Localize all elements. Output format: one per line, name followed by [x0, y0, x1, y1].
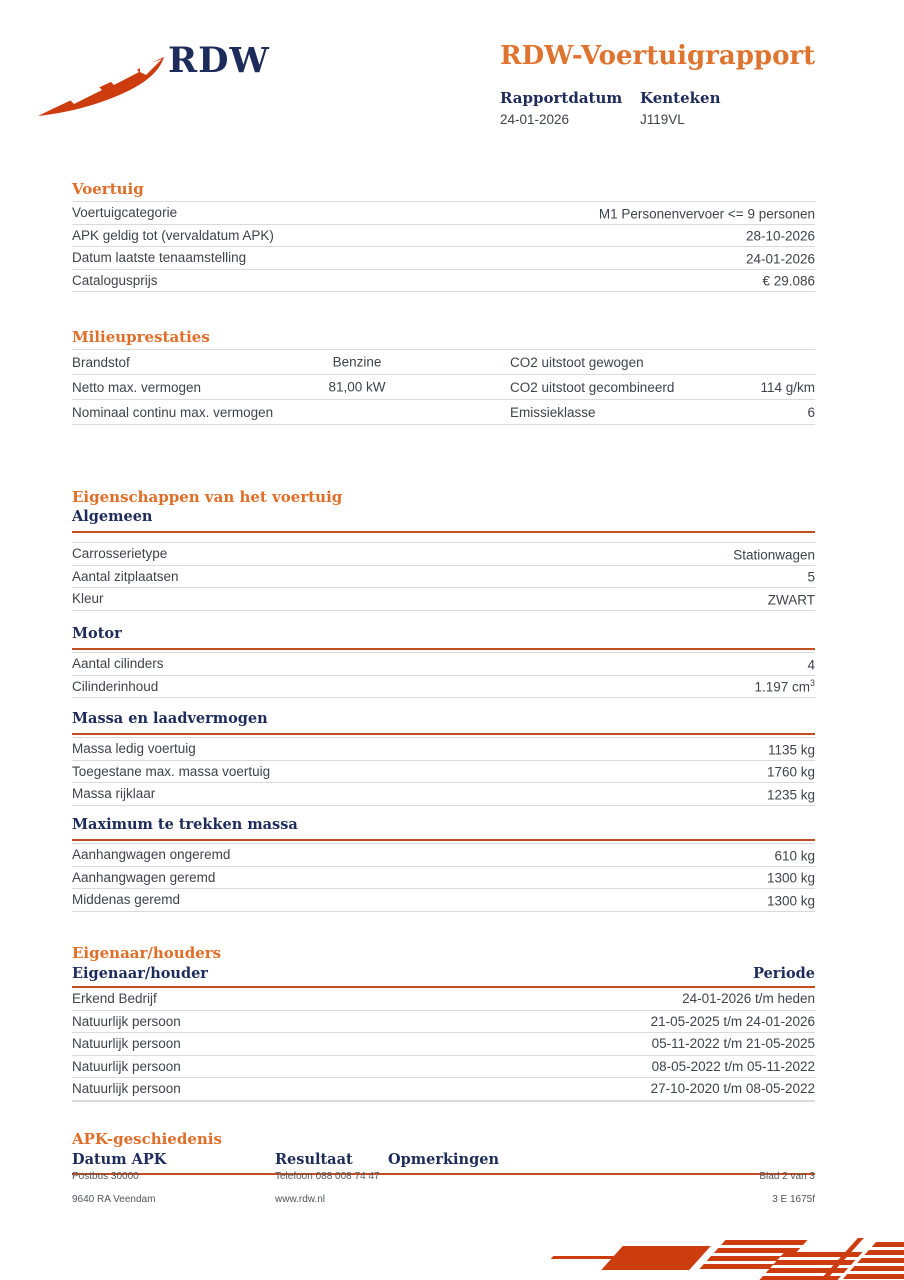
row-value [807, 656, 815, 673]
footer-line-1 [72, 1171, 815, 1182]
milieu-rows [72, 349, 815, 425]
row-label: CO2 uitstoot gecombineerd [510, 379, 675, 395]
table-row [72, 1011, 815, 1034]
subsection-heading: Massa en laadvermogen [72, 711, 815, 735]
table-row [72, 399, 815, 424]
table-row [72, 269, 815, 292]
subsection-heading: Motor [72, 626, 815, 650]
row-value-text: € 29.086 [762, 273, 815, 289]
milieu-right-cell [510, 380, 815, 395]
owner-type: Natuurlijk persoon [72, 1081, 181, 1097]
table-row [72, 782, 815, 805]
owner-type: Natuurlijk persoon [72, 1013, 181, 1029]
footer-page-indicator: Blad 2 van 3 [759, 1171, 815, 1182]
section-heading: APK-geschiedenis [72, 1130, 222, 1148]
row-label: Toegestane max. massa voertuig [72, 763, 271, 779]
row-value-text: 1760 kg [766, 764, 815, 780]
footer-website: www.rdw.nl [275, 1194, 326, 1205]
row-label: Aanhangwagen geremd [72, 869, 216, 885]
license-plate-label: Kenteken [640, 88, 721, 107]
row-label: Kleur [72, 591, 104, 607]
table-row [72, 246, 815, 269]
row-value-text: 24-01-2026 [745, 251, 815, 266]
row-label: Carrosserietype [72, 546, 168, 562]
table-row [72, 675, 815, 698]
footer-postbus: Postbus 30000 [72, 1171, 139, 1182]
rdw-wing-logo-icon [36, 54, 168, 118]
footer-city: 9640 RA Veendam [72, 1194, 156, 1205]
report-date-label: Rapportdatum [500, 88, 623, 107]
voertuig-rows [72, 201, 815, 292]
row-value [767, 786, 815, 803]
row-label: CO2 uitstoot gewogen [510, 354, 644, 370]
section-voertuig [72, 180, 815, 292]
subsection-trekken-massa [72, 817, 815, 912]
row-label: Netto max. vermogen [72, 379, 202, 395]
report-date-value: 24-01-2026 [500, 111, 570, 127]
row-value-sup: 3 [809, 678, 815, 688]
row-value-text: 1135 kg [767, 742, 815, 757]
column-header-datum-apk: Datum APK [72, 1151, 167, 1168]
motor-rows [72, 652, 815, 698]
row-label: Massa rijklaar [72, 786, 156, 802]
report-date-block [500, 89, 640, 127]
row-value: 114 g/km [760, 379, 815, 395]
owner-type: Natuurlijk persoon [72, 1036, 181, 1052]
row-value: 81,00 kW [328, 379, 386, 395]
table-row [72, 1078, 815, 1101]
row-value [733, 546, 815, 563]
row-value-text: ZWART [767, 592, 815, 607]
table-row [72, 1056, 815, 1079]
row-label: Datum laatste tenaamstelling [72, 250, 247, 266]
section-heading: Voertuig [72, 180, 144, 198]
license-plate-value: J119VL [640, 111, 685, 127]
speed-stripes-graphic [534, 1234, 904, 1280]
milieu-right-cell [510, 405, 815, 420]
row-value: 6 [807, 404, 815, 420]
algemeen-rows [72, 542, 815, 611]
row-value-text: 5 [807, 569, 815, 585]
subsection-heading: Algemeen [72, 509, 815, 533]
owner-period: 08-05-2022 t/m 05-11-2022 [651, 1058, 815, 1074]
row-value-text: 28-10-2026 [745, 228, 815, 244]
row-label: Aanhangwagen ongeremd [72, 847, 231, 863]
column-header-period: Periode [753, 965, 815, 982]
section-milieuprestaties [72, 328, 815, 425]
row-value [767, 763, 815, 780]
report-meta [500, 89, 830, 127]
subsection-algemeen [72, 509, 815, 611]
footer-phone: Telefoon 088 008 74 47 [275, 1171, 380, 1182]
table-row [72, 1033, 815, 1056]
row-value [768, 591, 815, 608]
column-header-resultaat: Resultaat [275, 1151, 353, 1168]
row-value [762, 272, 815, 289]
row-value-text: Stationwagen [733, 547, 815, 562]
row-label: Voertuigcategorie [72, 205, 178, 221]
license-plate-block [640, 89, 780, 127]
milieu-left-cell [72, 380, 510, 395]
table-row [72, 349, 815, 374]
row-label: Middenas geremd [72, 892, 181, 908]
row-label: Massa ledig voertuig [72, 741, 196, 757]
row-label: APK geldig tot (vervaldatum APK) [72, 227, 274, 243]
section-heading: Eigenschappen van het voertuig [72, 488, 343, 506]
row-value [746, 227, 815, 244]
table-row [72, 888, 815, 911]
milieu-left-cell [72, 405, 510, 420]
table-row [72, 542, 815, 565]
row-value [767, 892, 815, 909]
row-label: Nominaal continu max. vermogen [72, 404, 274, 420]
table-row [72, 224, 815, 247]
owner-period: 24-01-2026 t/m heden [682, 991, 815, 1007]
table-row [72, 374, 815, 399]
owner-period: 21-05-2025 t/m 24-01-2026 [650, 1013, 815, 1029]
row-value-text: 1.197 cm [754, 679, 810, 695]
speed-stripe [601, 1246, 711, 1270]
row-value-text: 610 kg [774, 848, 815, 863]
row-value [746, 250, 815, 267]
row-value [754, 678, 815, 695]
owners-table-header [72, 965, 815, 988]
table-row [72, 988, 815, 1011]
row-value [599, 205, 815, 222]
owner-period: 05-11-2022 t/m 21-05-2025 [651, 1036, 815, 1052]
section-eigenaren [72, 944, 815, 1102]
milieu-left-cell [72, 355, 510, 370]
row-value-text: 1235 kg [766, 787, 815, 802]
row-value: Benzine [332, 354, 382, 370]
table-row [72, 843, 815, 866]
subsection-heading: Maximum te trekken massa [72, 817, 815, 841]
row-value [807, 568, 815, 585]
row-label: Aantal zitplaatsen [72, 568, 179, 584]
row-value-text: 1300 kg [766, 893, 815, 908]
column-header-owner: Eigenaar/houder [72, 965, 208, 982]
row-value [767, 869, 815, 886]
row-value-text: 4 [807, 657, 815, 672]
owner-period: 27-10-2020 t/m 08-05-2022 [650, 1081, 815, 1097]
page-title: RDW-Voertuigrapport [500, 41, 816, 71]
subsection-motor [72, 626, 815, 698]
table-row [72, 201, 815, 224]
row-value-text: 1300 kg [766, 870, 815, 886]
row-value [768, 741, 815, 758]
column-header-opmerkingen: Opmerkingen [388, 1151, 499, 1168]
section-heading: Eigenaar/houders [72, 944, 222, 962]
report-header [500, 42, 830, 127]
row-label: Catalogusprijs [72, 272, 158, 288]
massa-rows [72, 737, 815, 806]
table-row [72, 652, 815, 675]
table-row [72, 587, 815, 610]
owner-type: Natuurlijk persoon [72, 1058, 181, 1074]
row-label: Brandstof [72, 354, 130, 370]
row-value [774, 847, 815, 864]
footer-line-2 [72, 1194, 815, 1205]
section-heading: Milieuprestaties [72, 328, 210, 346]
milieu-right-cell [510, 355, 815, 370]
footer-doc-code: 3 E 1675f [772, 1194, 815, 1205]
row-label: Cilinderinhoud [72, 678, 159, 694]
section-apk-geschiedenis [72, 1130, 815, 1175]
table-row [72, 866, 815, 889]
table-row [72, 737, 815, 760]
row-label: Aantal cilinders [72, 656, 164, 672]
section-eigenschappen [72, 488, 815, 509]
table-row [72, 760, 815, 783]
owners-rows [72, 988, 815, 1102]
row-value-text: M1 Personenvervoer <= 9 personen [598, 206, 815, 221]
table-row [72, 565, 815, 588]
subsection-massa [72, 711, 815, 806]
row-label: Emissieklasse [510, 404, 596, 420]
rdw-logo-text: RDW [168, 40, 270, 81]
trekken-rows [72, 843, 815, 912]
owner-type: Erkend Bedrijf [72, 991, 157, 1007]
